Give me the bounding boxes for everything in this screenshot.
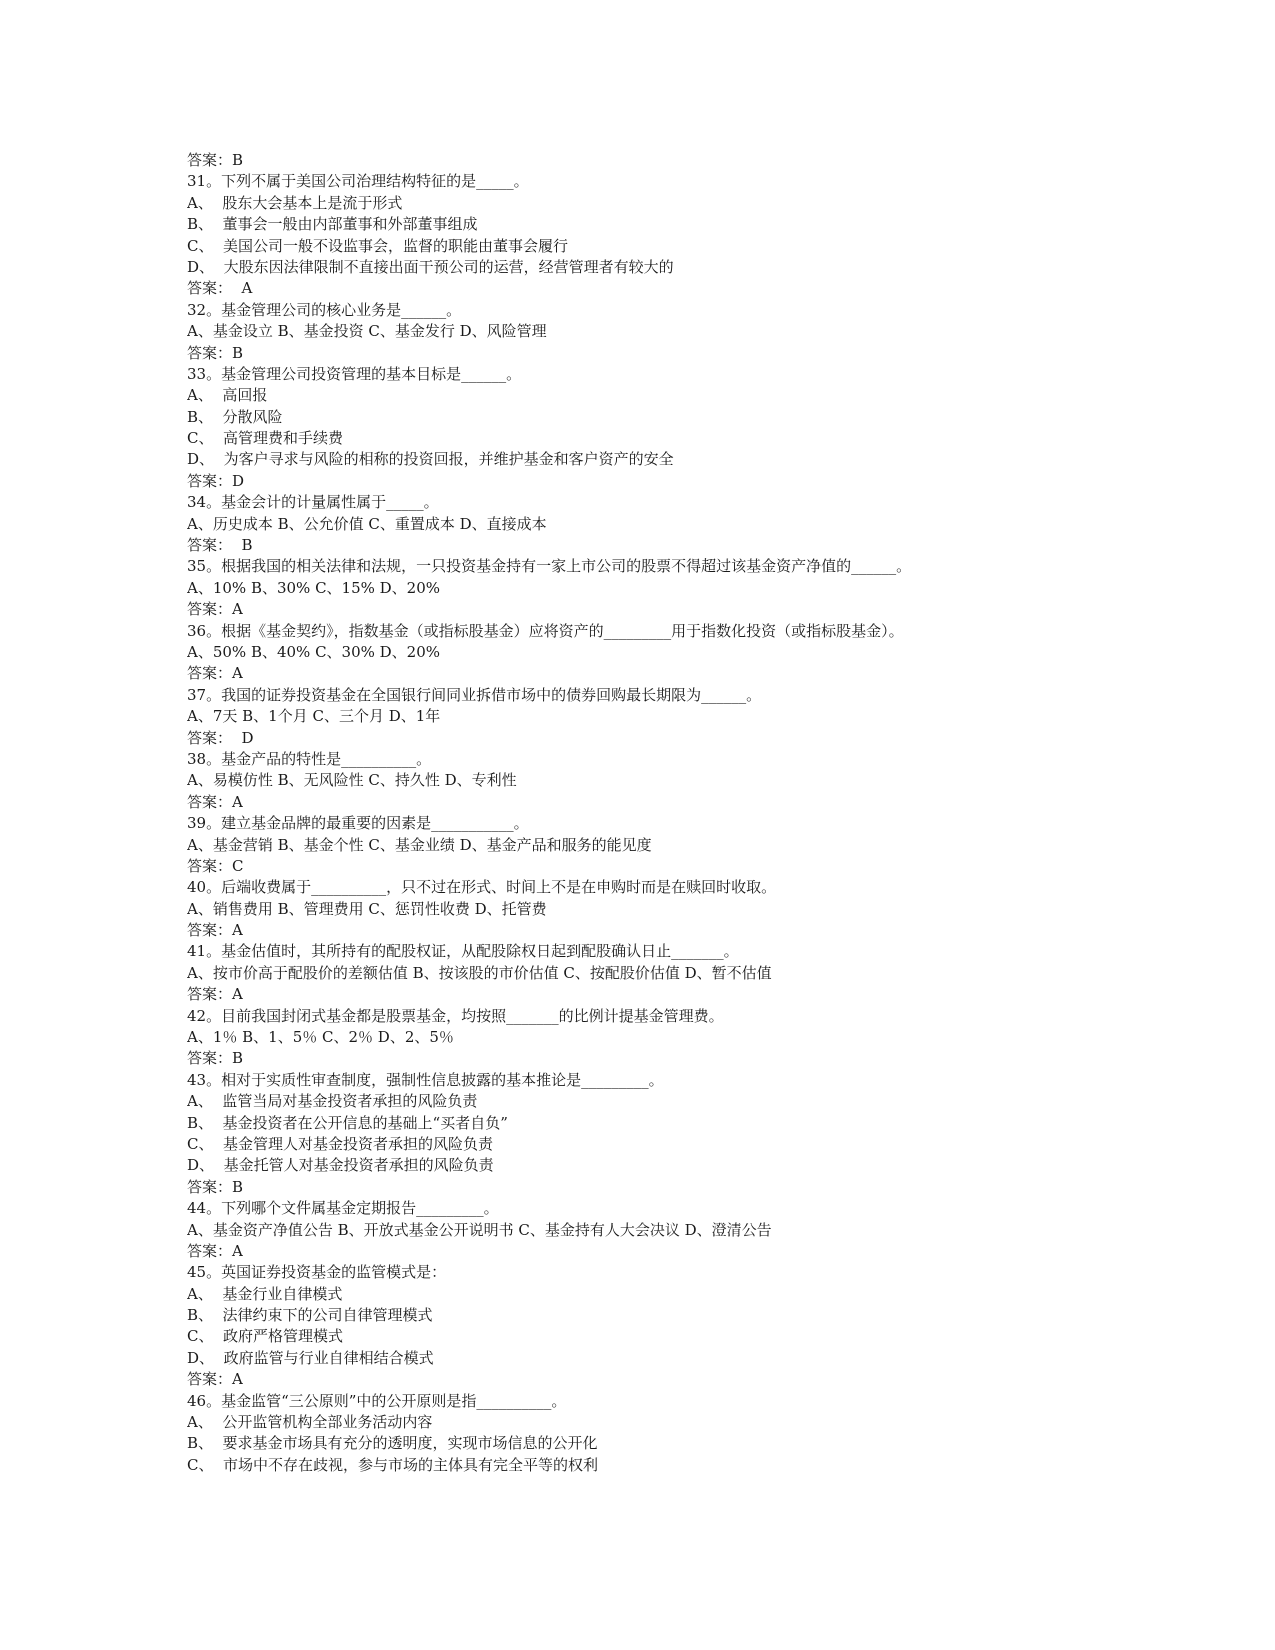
text-line: A、基金资产净值公告 B、开放式基金公开说明书 C、基金持有人大会决议 D、澄清公告	[187, 1220, 772, 1239]
text-line: 36。根据《基金契约》，指数基金（或指标股基金）应将资产的_________用于指数化投资（或指标股基金）。	[187, 621, 904, 640]
text-line: A、销售费用 B、管理费用 C、惩罚性收费 D、托管费	[187, 899, 547, 918]
text-line: A、 监管当局对基金投资者承担的风险负责	[187, 1092, 478, 1111]
text-line: 31。下列不属于美国公司治理结构特征的是_____。	[187, 172, 529, 191]
text-line: 35。根据我国的相关法律和法规，一只投资基金持有一家上市公司的股票不得超过该基金资产净值的______。	[187, 557, 912, 576]
text-line: 答案：A	[187, 600, 243, 619]
text-line: 答案：B	[187, 343, 244, 362]
text-line: 40。后端收费属于__________，只不过在形式、时间上不是在申购时而是在赎回时收取。	[187, 878, 777, 897]
text-line: A、按市价高于配股价的差额估值 B、按该股的市价估值 C、按配股价估值 D、暂不估值	[187, 963, 772, 982]
text-line: 43。相对于实质性审查制度，强制性信息披露的基本推论是_________。	[187, 1070, 664, 1089]
text-line: D、 大股东因法律限制不直接出面干预公司的运营，经营管理者有较大的	[187, 257, 674, 276]
text-line: 答案：B	[187, 1177, 244, 1196]
text-line: A、 公开监管机构全部业务活动内容	[187, 1413, 433, 1432]
text-line: 38。基金产品的特性是__________。	[187, 749, 432, 768]
text-line: A、基金营销 B、基金个性 C、基金业绩 D、基金产品和服务的能见度	[187, 835, 652, 854]
text-line: C、 美国公司一般不设监事会，监督的职能由董事会履行	[187, 236, 569, 255]
text-line: 答案： B	[187, 536, 253, 555]
text-line: A、50% B、40% C、30% D、20%	[187, 642, 441, 661]
text-line: D、 政府监管与行业自律相结合模式	[187, 1348, 434, 1367]
text-line: 答案：D	[187, 471, 245, 490]
text-line: 32。基金管理公司的核心业务是______。	[187, 300, 462, 319]
text-line: C、 政府严格管理模式	[187, 1327, 344, 1346]
text-line: A、基金设立 B、基金投资 C、基金发行 D、风险管理	[187, 322, 547, 341]
text-line: 46。基金监管“三公原则”中的公开原则是指__________。	[187, 1391, 567, 1410]
text-line: 答案：B	[187, 1049, 244, 1068]
text-line: D、 为客户寻求与风险的相称的投资回报，并维护基金和客户资产的安全	[187, 450, 674, 469]
text-line: C、 高管理费和手续费	[187, 429, 344, 448]
text-line: A、 基金行业自律模式	[187, 1284, 343, 1303]
text-line: 42。目前我国封闭式基金都是股票基金，均按照_______的比例计提基金管理费。	[187, 1006, 724, 1025]
text-line: A、历史成本 B、公允价值 C、重置成本 D、直接成本	[187, 514, 547, 533]
text-line: C、 基金管理人对基金投资者承担的风险负责	[187, 1134, 494, 1153]
text-line: 答案：A	[187, 921, 243, 940]
text-line: 答案：A	[187, 985, 243, 1004]
text-line: A、 高回报	[187, 386, 268, 405]
text-line: 答案：C	[187, 856, 244, 875]
text-line: C、 市场中不存在歧视，参与市场的主体具有完全平等的权利	[187, 1455, 599, 1474]
text-line: A、7天 B、1个月 C、三个月 D、1年	[187, 707, 441, 726]
text-line: B、 法律约束下的公司自律管理模式	[187, 1306, 433, 1325]
text-line: 37。我国的证券投资基金在全国银行间同业拆借市场中的债券回购最长期限为______。	[187, 685, 762, 704]
text-line: 答案：A	[187, 1241, 243, 1260]
text-line: A、10% B、30% C、15% D、20%	[187, 578, 441, 597]
text-line: B、 董事会一般由内部董事和外部董事组成	[187, 215, 478, 234]
text-line: 41。基金估值时，其所持有的配股权证，从配股除权日起到配股确认日止_______。	[187, 942, 739, 961]
text-line: A、1％ B、1、5％ C、2％ D、2、5％	[187, 1028, 454, 1047]
text-line: 答案：A	[187, 1370, 243, 1389]
text-line: D、 基金托管人对基金投资者承担的风险负责	[187, 1156, 494, 1175]
text-line: A、 股东大会基本上是流于形式	[187, 193, 403, 212]
text-line: 答案： A	[187, 279, 253, 298]
document-page	[187, 150, 1227, 1476]
text-line: B、 要求基金市场具有充分的透明度，实现市场信息的公开化	[187, 1434, 598, 1453]
text-line: 答案： D	[187, 728, 254, 747]
text-line: B、 基金投资者在公开信息的基础上“买者自负”	[187, 1113, 508, 1132]
text-line: 44。下列哪个文件属基金定期报告_________。	[187, 1199, 499, 1218]
text-line: A、易模仿性 B、无风险性 C、持久性 D、专利性	[187, 771, 517, 790]
text-line: 34。基金会计的计量属性属于_____。	[187, 493, 439, 512]
text-line: 33。基金管理公司投资管理的基本目标是______。	[187, 364, 522, 383]
text-line: B、 分散风险	[187, 407, 283, 426]
text-line: 答案：A	[187, 664, 243, 683]
text-line: 答案：B	[187, 151, 244, 169]
text-line: 39。建立基金品牌的最重要的因素是___________。	[187, 814, 529, 833]
text-line: 45。英国证券投资基金的监管模式是：	[187, 1263, 447, 1282]
text-line: 答案：A	[187, 792, 243, 811]
